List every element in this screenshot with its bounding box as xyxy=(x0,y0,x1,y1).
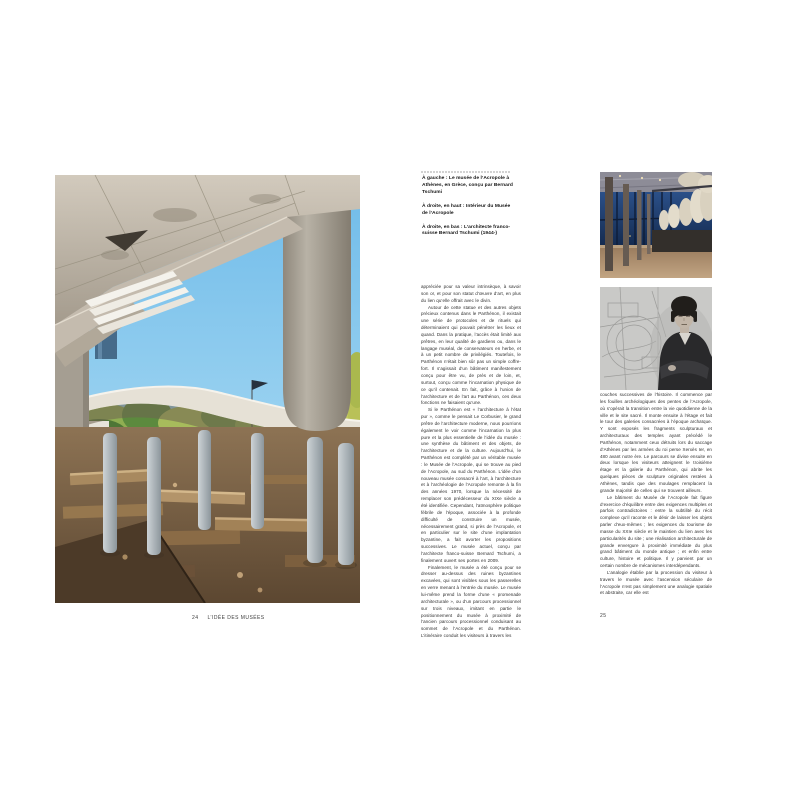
running-title: L’IDÉE DES MUSÉES xyxy=(207,615,265,621)
right-page xyxy=(400,0,800,800)
caption-block xyxy=(422,176,515,245)
museum-interior-photo xyxy=(600,172,712,278)
body-paragraph: Si le Parthénon est « l’architecture à l’état pur », comme le pensait Le Corbusier, le grand prêtre de l’architecture moderne, nous pourrions également le voir comme l’incarnation la plus pure et la plus essentielle de l’idée du musée : une synthèse du bâtiment et des objets, de l’architecture et de la culture. Aujourd’hui, le Parthénon est complété par un véritable musée : le Musée de l’Acropole, qui se trouve au pied de l’Acropole, au sud du Parthénon. L’idée d’un nouveau musée consacré à l’art, à l’architecture et à l’archéologie de l’Acropole remonte à la fin des années 1970, lorsque la nécessité de remplacer son prédécesseur du XIXe siècle a été identifiée. Cependant, l’atmosphère politique fébrile de l’époque, associée à la profonde difficulté de construire un musée, nécessairement grand, si près de l’Acropole, et en particulier sur le site d’une implantation byzantine, a fait avorter les propositions successives. Le musée actuel, conçu par l’architecte franco-suisse Bernard Tschumi, a finalement ouvert ses portes en 2009. xyxy=(421,407,521,563)
body-paragraph: Finalement, le musée a été conçu pour se dresser au-dessus des ruines byzantines excavées, qui sont visibles sous les passerelles en verre menant à l’entrée du musée. Le musée lui-même prend la forme d’une « promenade architecturale », ou d’un parcours processionnel sur trois niveaux, imitant en partie le positionnement du musée à proximité de l’ancien parcours processionnel conduisant au sommet de l’Acropole et du Parthénon. L’itinéraire conduit les visiteurs à travers les xyxy=(421,564,521,639)
bernard-tschumi-portrait-illustration xyxy=(600,287,712,390)
text-column-right xyxy=(600,392,712,597)
body-paragraph: L’analogie établie par la procession du visiteur à travers le musée avec l’ascension séculaire de l’Acropole n’est pas simplement une analogie spatiale et abstraite, car elle est xyxy=(600,569,712,596)
caption-top-right-image: À droite, en haut : Intérieur du Musée de l’Acropole xyxy=(422,203,511,216)
acropolis-museum-exterior-illustration xyxy=(55,175,360,603)
text-column-left xyxy=(421,284,521,640)
sculpture-pedestal xyxy=(652,230,712,252)
acropolis-museum-exterior-photo xyxy=(55,175,360,603)
bernard-tschumi-portrait-photo xyxy=(600,287,712,390)
body-paragraph: Le bâtiment du Musée de l’Acropole fait figure d’exercice d’équilibre entre des exigences multiples et parfois contradictoires : entre la subtilité du récit complexe qu’il raconte et le désir de laisser les objets parler d’eux-mêmes ; les exigences du tourisme de masse du XXIe siècle et le maintien du lien avec les particularités du site ; une réalisation architecturale de grande envergure à proximité immédiate du plus grand bâtiment du monde antique ; et enfin entre culture, histoire et politique. Il y parvient par un certain nombre de mécanismes interdépendants. xyxy=(600,494,712,569)
body-paragraph: Autour de cette statue et des autres objets précieux contenus dans le Parthénon, il existait une série de protocoles et de rituels qui déterminaient qui pouvait pénétrer les lieux et quand. Dans la pratique, l’accès était limité aux prêtres, en leur qualité de gardiens ou, dans le langage muséal, de conservateurs en herbe, et à un petit nombre de privilégiés. Toutefois, le Parthénon n’était bien sûr pas un simple coffre-fort. Il s’agissait d’un bâtiment manifestement conçu pour être vu, de près et de loin, et, surtout, conçu comme l’incarnation physique de ce qu’il contenait. En fait, grâce à l’union de l’architecture et de l’art au Parthénon, ces deux fonctions ne faisaient qu’une. xyxy=(421,304,521,406)
left-page-footer xyxy=(192,615,265,621)
body-paragraph: appréciée pour sa valeur intrinsèque, à savoir son or, et pour son statut d’œuvre d’art, en plus du lien qu’elle offrait avec le divin. xyxy=(421,284,521,303)
faint-print-line xyxy=(421,171,510,173)
caption-left-image: À gauche : Le musée de l’Acropole à Athènes, en Grèce, conçu par Bernard Tschumi xyxy=(422,176,513,195)
right-page-number: 25 xyxy=(600,613,607,619)
museum-interior-illustration xyxy=(600,172,712,278)
caption-bottom-right-image: À droite, en bas : L’architecte franco-suisse Bernard Tschumi (1944-) xyxy=(422,224,511,237)
body-paragraph: couches successives de l’histoire. Il commence par les fouilles archéologiques des pentes de l’Acropole, où s’opérait la transition entre la vie quotidienne de la ville et le site sacré. Il monte ensuite à l’étage et fait le tour des galeries consacrées à l’époque archaïque. Y sont exposés les fragments sculpturaux et architecturaux des temples ayant précédé le Parthénon, notamment ceux détruits lors du saccage d’Athènes par les armées du roi perse Xerxès Ier, en 480 avant notre ère. Le parcours se divise ensuite en deux lorsque les visiteurs atteignent le troisième étage et la galerie du Parthénon, qui abrite les quelques pièces de sculpture originales restées à Athènes, tandis que des moulages remplacent la grande majorité de celles qui se trouvent ailleurs. xyxy=(600,392,712,493)
page-number-left: 24 xyxy=(192,615,199,621)
